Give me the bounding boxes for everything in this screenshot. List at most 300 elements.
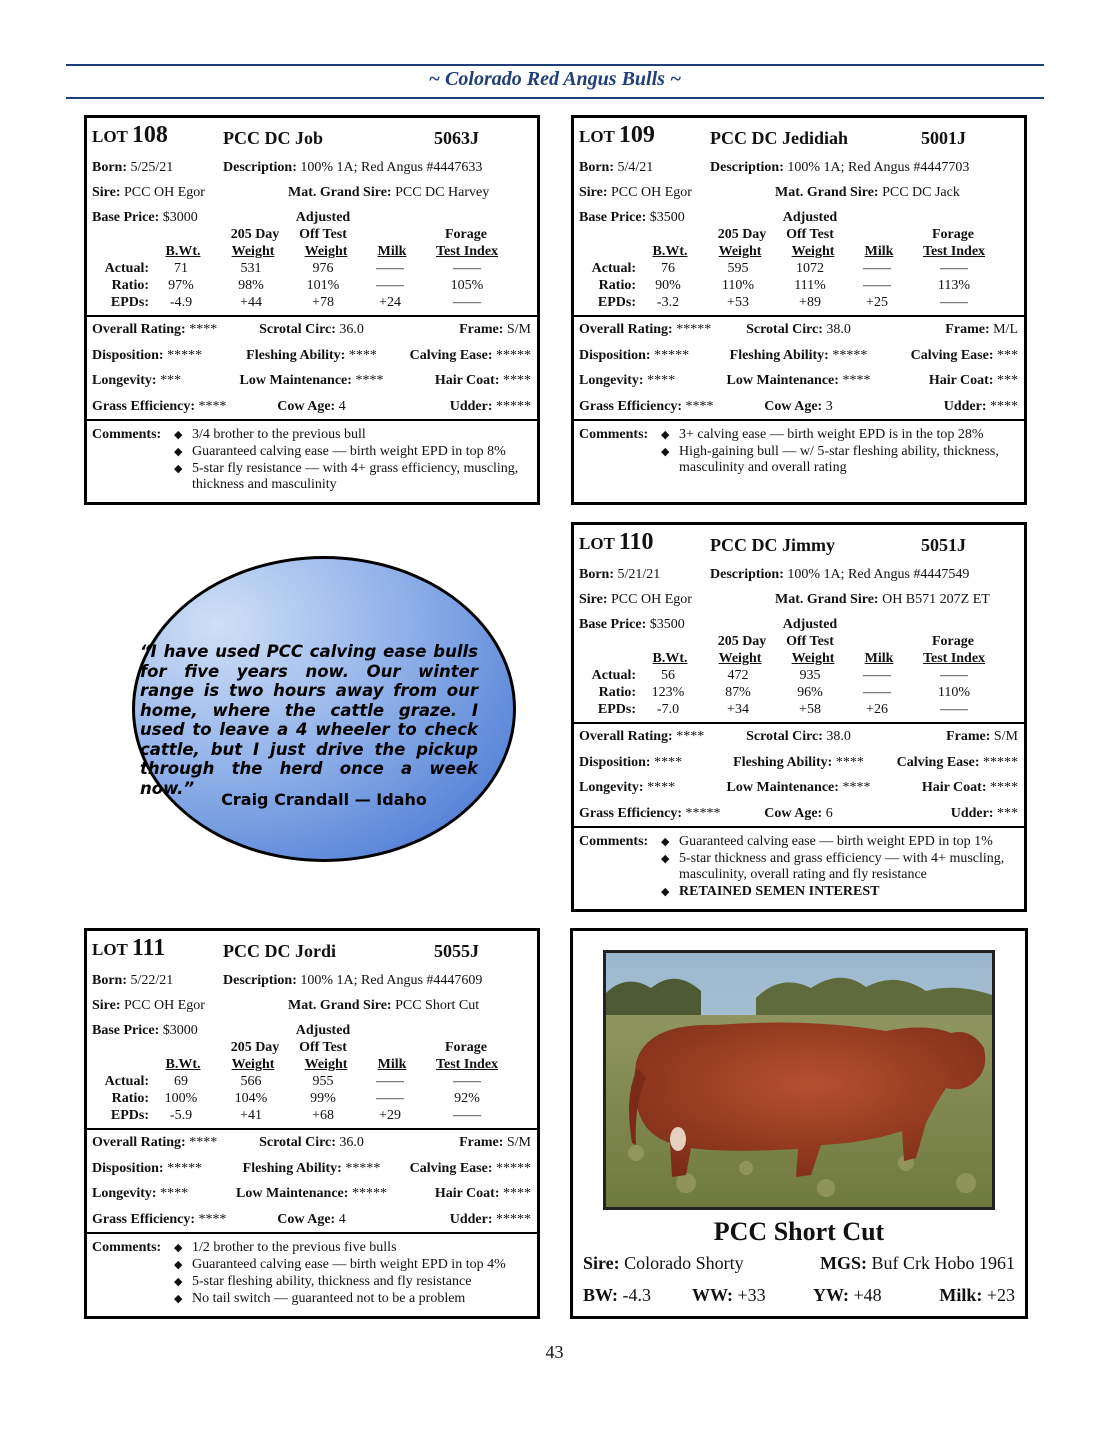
- rating-hair_coat-label: Hair Coat:: [434, 1186, 500, 1201]
- mat-grand-sire-value: PCC Short Cut: [395, 998, 480, 1013]
- lot-label: LOT: [579, 534, 615, 553]
- rating-hair_coat-value: ****: [503, 1186, 531, 1201]
- col-header-milk-3: Milk: [377, 244, 407, 259]
- milk-label: Milk:: [939, 1285, 983, 1305]
- rating-overall-label: Overall Rating:: [579, 729, 673, 744]
- rating-calving: [897, 755, 1018, 771]
- col-header-weight-1: Weight: [718, 244, 762, 259]
- col-header-day205: 205 Day: [230, 227, 280, 242]
- lot-label: LOT: [92, 940, 128, 959]
- diamond-bullet-icon: ◆: [661, 429, 670, 441]
- mat-grand-sire-label: Mat. Grand Sire:: [775, 592, 879, 607]
- page-header-title: ~ Colorado Red Angus Bulls ~: [428, 68, 682, 90]
- lot-card-110: [571, 522, 1027, 912]
- rating-overall: [579, 729, 704, 745]
- lot-number-value: 110: [618, 529, 654, 555]
- actual-cell: 976: [312, 261, 334, 276]
- testimonial-attribution: Craig Crandall — Idaho: [221, 790, 427, 809]
- lot-comments: [574, 421, 1024, 481]
- ratio-cell: 101%: [306, 278, 340, 293]
- epds-cell: +68: [312, 1108, 334, 1123]
- rating-scrotal-value: 38.0: [826, 729, 851, 744]
- actual-cell: 71: [174, 261, 188, 276]
- col-header-off_test: Off Test: [786, 227, 834, 242]
- rating-udder: [944, 399, 1018, 415]
- rating-fleshing-value: ****: [835, 754, 864, 770]
- rating-overall-value: ****: [676, 729, 705, 744]
- col-header-milk-3: Milk: [377, 1057, 407, 1072]
- rating-overall-value: *****: [676, 322, 712, 337]
- born: [579, 160, 653, 176]
- comment-item: [172, 1257, 532, 1273]
- rating-scrotal-value: 36.0: [339, 322, 364, 337]
- description: [223, 160, 482, 176]
- rating-grass-label: Grass Efficiency:: [92, 1211, 196, 1227]
- rating-longevity-label: Longevity:: [92, 1186, 157, 1201]
- lot-details: [574, 525, 1024, 724]
- rating-hair_coat-label: Hair Coat:: [921, 780, 987, 795]
- sire-value: PCC OH Egor: [124, 998, 205, 1013]
- ratings-row: [579, 322, 1018, 342]
- row-label-ratio: Ratio:: [111, 278, 149, 293]
- rating-cow_age: [277, 399, 345, 415]
- mat-grand-sire: [288, 998, 479, 1014]
- lot-number: [579, 122, 655, 149]
- epds-cell: +78: [312, 295, 334, 310]
- ratings-row: [92, 1186, 531, 1206]
- mgs-label: MGS:: [820, 1253, 867, 1273]
- mat-grand-sire-label: Mat. Grand Sire:: [288, 185, 392, 200]
- mgs-value: Buf Crk Hobo 1961: [871, 1253, 1015, 1273]
- lot-comments: [87, 1234, 537, 1312]
- base-price: [92, 1023, 198, 1039]
- col-header-bwt-0: B.Wt.: [652, 651, 688, 666]
- comment-text: Guaranteed calving ease — birth weight EPD in top 8%: [192, 444, 506, 459]
- rating-overall-label: Overall Rating:: [92, 1135, 186, 1150]
- comment-text: No tail switch — guaranteed not to be a problem: [192, 1291, 466, 1306]
- lot-details: [87, 118, 537, 317]
- rating-udder-value: *****: [496, 398, 531, 414]
- rating-calving-value: *****: [983, 754, 1018, 770]
- sire: [579, 185, 692, 201]
- epds-cell: ——: [940, 702, 968, 717]
- rating-frame-value: S/M: [506, 1135, 531, 1150]
- actual-cell: 595: [727, 261, 749, 276]
- col-header-weight-1: Weight: [718, 651, 762, 666]
- col-header-forage: Forage: [445, 227, 487, 242]
- yw-label: YW:: [813, 1285, 849, 1305]
- rating-scrotal-value: 38.0: [826, 322, 851, 337]
- rating-low_maintenance-value: ****: [355, 373, 384, 388]
- bw-label: BW:: [583, 1285, 619, 1305]
- actual-cell: 935: [799, 668, 821, 683]
- comment-text: 5-star fleshing ability, thickness and fly resistance: [192, 1274, 472, 1289]
- comment-text: Guaranteed calving ease — birth weight EPD in top 4%: [192, 1257, 506, 1272]
- rating-cow_age-label: Cow Age:: [277, 398, 336, 414]
- col-header-test_index-4: Test Index: [435, 1057, 499, 1072]
- row-label-epds: EPDs:: [597, 295, 636, 310]
- col-header-bwt-0: B.Wt.: [165, 1057, 201, 1072]
- epds-cell: ——: [940, 295, 968, 310]
- col-header-test_index-4: Test Index: [435, 244, 499, 259]
- ratings-row: [579, 348, 1018, 368]
- header-rule-bottom: [66, 97, 1044, 99]
- rating-fleshing-value: *****: [345, 1160, 381, 1176]
- rating-cow_age-value: 6: [825, 805, 833, 821]
- lot-card-108: [84, 115, 540, 505]
- description-label: Description:: [710, 160, 784, 175]
- comment-text: Guaranteed calving ease — birth weight EPD in top 1%: [679, 834, 993, 849]
- actual-cell: ——: [863, 668, 891, 683]
- rating-cow_age-label: Cow Age:: [764, 398, 823, 414]
- epds-cell: +41: [240, 1108, 262, 1123]
- description-label: Description:: [223, 160, 297, 175]
- bull-id: 5055J: [434, 941, 479, 961]
- diamond-bullet-icon: ◆: [174, 1293, 183, 1305]
- rating-disposition-value: *****: [167, 1160, 203, 1176]
- ratings-row: [579, 399, 1018, 419]
- ratings-row: [579, 780, 1018, 800]
- ratio-cell: 111%: [794, 278, 826, 293]
- comments-label: Comments:: [92, 427, 162, 442]
- sire-value: PCC OH Egor: [611, 592, 692, 607]
- rating-disposition: [92, 1161, 202, 1177]
- epds-cell: -5.9: [169, 1108, 193, 1123]
- lot-comments: [574, 828, 1024, 905]
- col-header-forage: Forage: [932, 227, 974, 242]
- rating-fleshing: [246, 348, 377, 364]
- col-header-bwt-0: B.Wt.: [165, 244, 201, 259]
- rating-udder: [450, 1212, 531, 1228]
- base-price-value: $3500: [649, 617, 685, 632]
- epds-cell: ——: [453, 295, 481, 310]
- page-number: 43: [545, 1342, 564, 1362]
- rating-longevity: [92, 373, 181, 389]
- ratio-cell: 87%: [725, 685, 751, 700]
- ratio-cell: 98%: [238, 278, 264, 293]
- rating-grass-value: *****: [685, 805, 721, 821]
- rating-calving-value: ***: [997, 347, 1018, 363]
- rating-longevity-value: ****: [647, 373, 676, 388]
- epds-cell: +34: [727, 702, 749, 717]
- ratio-cell: ——: [376, 1091, 404, 1106]
- rating-disposition-value: *****: [654, 347, 690, 363]
- base-price: [579, 210, 685, 226]
- mat-grand-sire-value: OH B571 207Z ET: [882, 592, 990, 607]
- born-label: Born:: [579, 567, 614, 582]
- rating-disposition-value: *****: [167, 347, 203, 363]
- col-header-milk-3: Milk: [864, 244, 894, 259]
- rating-fleshing-value: ****: [348, 347, 377, 363]
- diamond-bullet-icon: ◆: [661, 853, 670, 865]
- born-label: Born:: [579, 160, 614, 175]
- rating-calving: [911, 348, 1018, 364]
- lot-number-value: 108: [131, 122, 168, 148]
- sire-label: Sire:: [92, 185, 121, 200]
- col-header-adjusted: Adjusted: [295, 1023, 351, 1038]
- sire-value: PCC OH Egor: [124, 185, 205, 200]
- lot-ratings: [87, 317, 537, 421]
- comment-item: [172, 1274, 532, 1290]
- actual-cell: 69: [174, 1074, 188, 1089]
- born-value: 5/22/21: [130, 973, 174, 988]
- ratings-row: [92, 373, 531, 393]
- rating-cow_age-value: 3: [825, 398, 833, 414]
- comment-item: [172, 427, 532, 443]
- lot-number: [92, 935, 165, 962]
- rating-cow_age-value: 4: [338, 398, 346, 414]
- rating-disposition-value: ****: [654, 754, 683, 770]
- mat-grand-sire-value: PCC DC Jack: [882, 185, 960, 200]
- mat-grand-sire-label: Mat. Grand Sire:: [775, 185, 879, 200]
- sire-value: PCC OH Egor: [611, 185, 692, 200]
- actual-cell: 1072: [796, 261, 824, 276]
- description: [710, 160, 969, 176]
- born-label: Born:: [92, 160, 127, 175]
- ratings-row: [579, 806, 1018, 826]
- diamond-bullet-icon: ◆: [174, 1276, 183, 1288]
- rating-udder-label: Udder:: [449, 398, 493, 414]
- lot-card-109: [571, 115, 1027, 505]
- rating-frame-label: Frame:: [459, 1135, 504, 1150]
- rating-udder-label: Udder:: [449, 1211, 493, 1227]
- comments-label: Comments:: [92, 1240, 162, 1255]
- col-header-day205: 205 Day: [717, 634, 767, 649]
- rating-low_maintenance: [727, 373, 871, 389]
- rating-longevity-label: Longevity:: [92, 373, 157, 388]
- rating-calving-label: Calving Ease:: [896, 754, 980, 770]
- ratings-row: [579, 755, 1018, 775]
- description-value: 100% 1A; Red Angus #4447609: [300, 973, 483, 988]
- comment-text: RETAINED SEMEN INTEREST: [679, 884, 880, 899]
- sire-feature-box: [570, 928, 1028, 1319]
- bull-name: PCC DC Jedidiah: [710, 128, 849, 148]
- rating-scrotal-label: Scrotal Circ:: [259, 1135, 336, 1150]
- row-label-epds: EPDs:: [110, 295, 149, 310]
- epds-cell: +29: [379, 1108, 401, 1123]
- sire-label: Sire:: [583, 1253, 620, 1273]
- rating-udder: [450, 399, 531, 415]
- description-label: Description:: [223, 973, 297, 988]
- lot-number: [92, 122, 168, 149]
- header-rule-top: [66, 64, 1044, 66]
- actual-cell: ——: [940, 668, 968, 683]
- rating-low_maintenance: [236, 1186, 387, 1202]
- rating-frame-label: Frame:: [946, 729, 991, 744]
- ratings-row: [92, 1135, 531, 1155]
- lot-number-value: 111: [131, 935, 166, 961]
- comment-item: [659, 834, 1019, 850]
- rating-fleshing-value: *****: [832, 347, 868, 363]
- diamond-bullet-icon: ◆: [661, 886, 670, 898]
- sire-label: Sire:: [579, 185, 608, 200]
- rating-longevity-label: Longevity:: [579, 780, 644, 795]
- col-header-day205: 205 Day: [230, 1040, 280, 1055]
- ratio-cell: ——: [863, 278, 891, 293]
- mat-grand-sire: [288, 185, 489, 201]
- bull-id: 5051J: [921, 535, 966, 555]
- ww-label: WW:: [692, 1285, 734, 1305]
- actual-cell: 531: [240, 261, 262, 276]
- description-label: Description:: [710, 567, 784, 582]
- diamond-bullet-icon: ◆: [661, 446, 670, 458]
- lot-details: [574, 118, 1024, 317]
- born-value: 5/4/21: [617, 160, 654, 175]
- rating-grass-label: Grass Efficiency:: [579, 805, 683, 821]
- ratio-cell: ——: [863, 685, 891, 700]
- epds-cell: -7.0: [656, 702, 680, 717]
- comment-text: High-gaining bull — w/ 5-star fleshing ability, thickness, masculinity and overall rating: [679, 444, 999, 475]
- diamond-bullet-icon: ◆: [661, 836, 670, 848]
- rating-grass: [92, 1212, 227, 1228]
- col-header-off_test: Off Test: [299, 1040, 347, 1055]
- row-label-actual: Actual:: [591, 668, 636, 683]
- bull-id: 5001J: [921, 128, 966, 148]
- rating-cow_age: [764, 806, 832, 822]
- rating-scrotal: [259, 322, 364, 338]
- actual-cell: ——: [453, 261, 481, 276]
- ratings-row: [579, 729, 1018, 749]
- diamond-bullet-icon: ◆: [174, 429, 183, 441]
- actual-cell: 472: [727, 668, 749, 683]
- rating-scrotal-value: 36.0: [339, 1135, 364, 1150]
- ratio-cell: 97%: [168, 278, 194, 293]
- epds-cell: +53: [727, 295, 749, 310]
- rating-scrotal: [746, 729, 851, 745]
- ratio-cell: 100%: [164, 1091, 198, 1106]
- row-label-epds: EPDs:: [110, 1108, 149, 1123]
- epds-cell: +58: [799, 702, 821, 717]
- sire: [92, 185, 205, 201]
- ratio-cell: 90%: [655, 278, 681, 293]
- base-price-label: Base Price:: [92, 210, 160, 225]
- base-price: [92, 210, 198, 226]
- epds-cell: +26: [866, 702, 888, 717]
- comment-item: [659, 444, 1019, 476]
- rating-overall-label: Overall Rating:: [92, 322, 186, 337]
- rating-frame: [459, 322, 531, 338]
- base-price-value: $3500: [649, 210, 685, 225]
- col-header-weight-1: Weight: [231, 1057, 275, 1072]
- comment-text: 5-star thickness and grass efficiency — with 4+ muscling, masculinity, overall rating and fly resistance: [679, 851, 1005, 882]
- rating-overall-value: ****: [189, 1135, 218, 1150]
- lot-label: LOT: [579, 127, 615, 146]
- description-value: 100% 1A; Red Angus #4447633: [300, 160, 483, 175]
- milk-value: +23: [986, 1285, 1015, 1305]
- sire-value: Colorado Shorty: [624, 1253, 744, 1273]
- rating-calving-value: *****: [496, 1160, 531, 1176]
- epds-cell: +89: [799, 295, 821, 310]
- rating-udder-value: ***: [997, 805, 1018, 821]
- rating-calving-label: Calving Ease:: [409, 1160, 493, 1176]
- actual-cell: 955: [312, 1074, 334, 1089]
- ratio-cell: 99%: [310, 1091, 336, 1106]
- rating-frame-label: Frame:: [945, 322, 990, 337]
- col-header-test_index-4: Test Index: [922, 651, 986, 666]
- ratings-row: [92, 348, 531, 368]
- sire: [579, 592, 692, 608]
- rating-cow_age-value: 4: [338, 1211, 346, 1227]
- rating-frame: [946, 729, 1018, 745]
- row-label-actual: Actual:: [591, 261, 636, 276]
- rating-disposition: [579, 348, 689, 364]
- rating-frame-value: M/L: [993, 322, 1018, 337]
- description: [223, 973, 482, 989]
- epds-cell: -3.2: [656, 295, 680, 310]
- rating-fleshing-label: Fleshing Ability:: [246, 347, 346, 363]
- epds-cell: +44: [240, 295, 262, 310]
- lot-number: [579, 529, 654, 556]
- col-header-forage: Forage: [445, 1040, 487, 1055]
- ratio-cell: 110%: [721, 278, 755, 293]
- rating-hair_coat-label: Hair Coat:: [434, 373, 500, 388]
- comment-item: [172, 1291, 532, 1307]
- epds-cell: ——: [453, 1108, 481, 1123]
- rating-low_maintenance-value: ****: [842, 373, 871, 388]
- rating-hair_coat-label: Hair Coat:: [928, 373, 994, 388]
- rating-frame: [945, 322, 1018, 338]
- bull-id: 5063J: [434, 128, 479, 148]
- rating-longevity-label: Longevity:: [579, 373, 644, 388]
- rating-grass: [579, 806, 721, 822]
- rating-fleshing-label: Fleshing Ability:: [242, 1160, 342, 1176]
- rating-fleshing: [243, 1161, 381, 1177]
- lot-ratings: [574, 724, 1024, 828]
- sire-feature-name: PCC Short Cut: [713, 1217, 885, 1246]
- ratings-row: [92, 1161, 531, 1181]
- col-header-weight-2: Weight: [304, 1057, 348, 1072]
- diamond-bullet-icon: ◆: [174, 1242, 183, 1254]
- col-header-bwt-0: B.Wt.: [652, 244, 688, 259]
- rating-fleshing: [733, 755, 864, 771]
- testimonial-quote: “I have used PCC calving ease bulls for five years now. Our winter range is two hours away from our home, where the cattle graze. I used to leave a 4 wheeler to check cattle, but I just drive the pickup through the herd once a week now.”: [140, 642, 478, 798]
- base-price: [579, 617, 685, 633]
- rating-cow_age-label: Cow Age:: [764, 805, 823, 821]
- rating-low_maintenance: [727, 780, 871, 796]
- rating-longevity: [92, 1186, 188, 1202]
- rating-hair_coat: [922, 780, 1018, 796]
- col-header-test_index-4: Test Index: [922, 244, 986, 259]
- rating-udder-value: ****: [990, 398, 1018, 414]
- born-label: Born:: [92, 973, 127, 988]
- row-label-actual: Actual:: [104, 1074, 149, 1089]
- rating-hair_coat: [435, 1186, 531, 1202]
- comment-text: 5-star fly resistance — with 4+ grass efficiency, muscling, thickness and masculinity: [192, 461, 519, 492]
- comment-item: [172, 461, 532, 493]
- epds-cell: -4.9: [169, 295, 193, 310]
- rating-disposition: [579, 755, 682, 771]
- bull-name: PCC DC Job: [223, 128, 324, 148]
- rating-hair_coat-value: ***: [997, 373, 1018, 388]
- rating-udder-label: Udder:: [950, 805, 994, 821]
- rating-longevity-value: ****: [160, 1186, 189, 1201]
- ratings-row: [92, 322, 531, 342]
- comment-text: 3/4 brother to the previous bull: [192, 427, 366, 442]
- row-label-actual: Actual:: [104, 261, 149, 276]
- rating-disposition: [92, 348, 202, 364]
- yw-value: +48: [853, 1285, 882, 1305]
- comment-item: [172, 444, 532, 460]
- rating-udder: [951, 806, 1018, 822]
- red-angus-bull-image: [606, 953, 992, 1207]
- rating-udder-label: Udder:: [943, 398, 987, 414]
- rating-scrotal-label: Scrotal Circ:: [746, 729, 823, 744]
- rating-calving: [410, 348, 531, 364]
- rating-fleshing-label: Fleshing Ability:: [729, 347, 829, 363]
- rating-cow_age: [764, 399, 832, 415]
- actual-cell: 56: [661, 668, 675, 683]
- rating-calving: [410, 1161, 531, 1177]
